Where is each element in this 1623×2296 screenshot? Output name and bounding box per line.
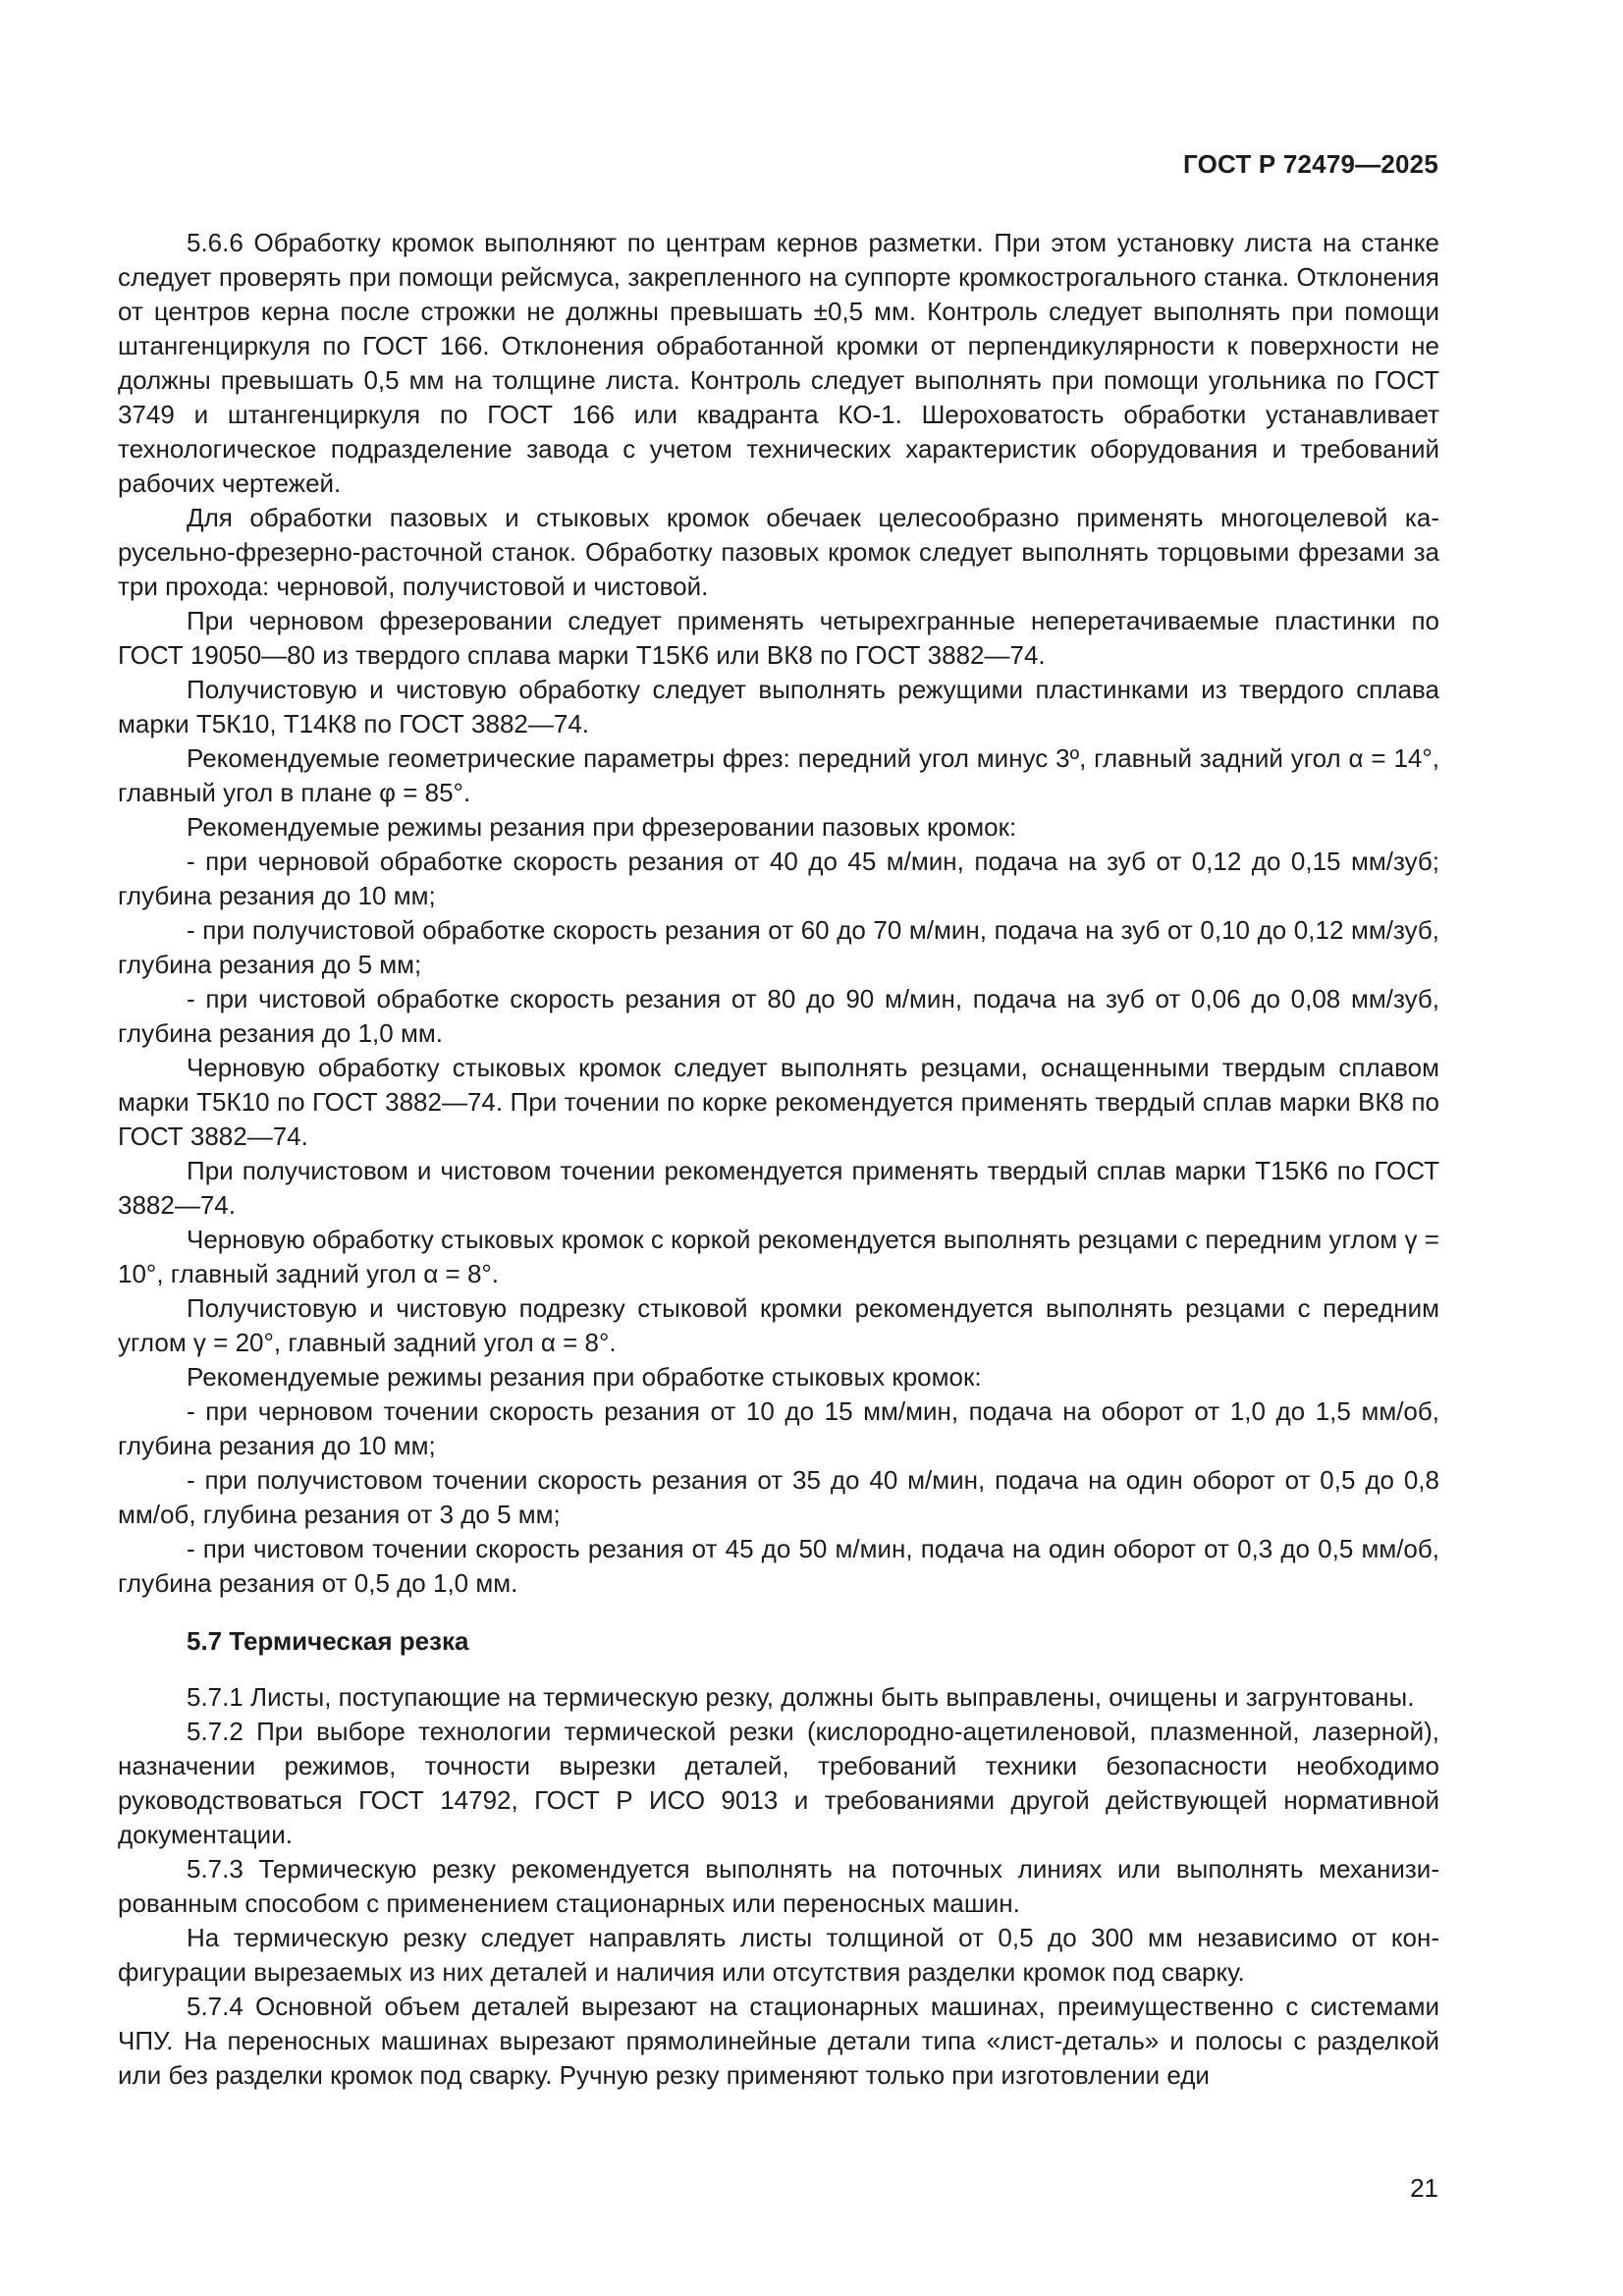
list-item: - при получистовом точении скорость резания от 35 до 40 м/мин, подача на один оборот от 0,5 до 0,8 мм/об, глубина резания от 3 до 5 мм; <box>118 1465 1439 1529</box>
paragraph: Рекомендуемые режимы резания при обработке стыковых кромок: <box>187 1362 982 1392</box>
list-item: - при получистовой обработке скорость резания от 60 до 70 м/мин, подача на зуб от 0,10 до 0,12 мм/зуб, глубина резания до 5 мм; <box>118 915 1439 979</box>
list-item: - при чистовом точении скорость резания от 45 до 50 м/мин, подача на один оборот от 0,3 до 0,5 мм/об, глубина резания от 0,5 до 1,0 мм. <box>118 1534 1439 1598</box>
paragraph: Для обработки пазовых и стыковых кромок обечаек целесообразно применять многоцелевой карусельно-фрезерно-расточной станок. Обработку пазовых кромок следует выполнять торцовыми фрезами за три прохода: черновой, получистовой и чистовой. <box>118 503 1439 601</box>
paragraph: Черновую обработку стыковых кромок с коркой рекомендуется выполнять резцами с передним углом γ = 10°, главный задний угол α = 8°. <box>118 1225 1439 1288</box>
paragraph: Получистовую и чистовую обработку следует выполнять режущими пластинками из твердого сплава марки Т5К10, Т14К8 по ГОСТ 3882—74. <box>118 675 1439 738</box>
page-body <box>118 226 1439 2093</box>
paragraph: При черновом фрезеровании следует применять четырехгранные неперетачиваемые пластинки по ГОСТ 19050—80 из твердого сплава марки Т15К6 или ВК8 по ГОСТ 3882—74. <box>118 606 1439 670</box>
list-item: - при черновой обработке скорость резания от 40 до 45 м/мин, подача на зуб от 0,12 до 0,15 мм/зуб; глубина резания до 10 мм; <box>118 847 1439 910</box>
paragraph-5-7-4: 5.7.4 Основной объем деталей вырезают на стационарных машинах, преимущественно с системами ЧПУ. На переносных машинах вырезают прямолинейные детали типа «лист-деталь» и полосы с разделкой или без разделки кромок под сварку. Ручную резку применяют только при изготовлении еди <box>118 1992 1439 2090</box>
paragraph: На термическую резку следует направлять листы толщиной от 0,5 до 300 мм независимо от конфигурации вырезаемых из них деталей и наличия или отсутствия разделки кромок под сварку. <box>118 1923 1439 1987</box>
paragraph: При получистовом и чистовом точении рекомендуется применять твердый сплав марки Т15К6 по ГОСТ 3882—74. <box>118 1156 1439 1220</box>
list-item: - при черновом точении скорость резания от 10 до 15 мм/мин, подача на оборот от 1,0 до 1,5 мм/об, глубина резания до 10 мм; <box>118 1396 1439 1460</box>
list-item: - при чистовой обработке скорость резания от 80 до 90 м/мин, подача на зуб от 0,06 до 0,08 мм/зуб, глубина резания до 1,0 мм. <box>118 984 1439 1048</box>
section-heading-5-7: 5.7 Термическая резка <box>187 1626 469 1656</box>
paragraph-5-7-3: 5.7.3 Термическую резку рекомендуется выполнять на поточных линиях или выполнять механизированным способом с применением стационарных или переносных машин. <box>118 1854 1439 1918</box>
paragraph: Получистовую и чистовую подрезку стыковой кромки рекомендуется выполнять резцами с передним углом γ = 20°, главный задний угол α = 8°. <box>118 1293 1439 1357</box>
paragraph-5-7-2: 5.7.2 При выборе технологии термической резки (кислородно-ацетиленовой, плазменной, лазерной), назначении режимов, точности вырезки деталей, требований техники безопасности необходимо руководствоваться ГОСТ 14792, ГОСТ Р ИСО 9013 и требованиями другой действующей нормативной документации. <box>118 1717 1439 1849</box>
page-number: 21 <box>1410 2173 1438 2203</box>
paragraph-5-6-6: 5.6.6 Обработку кромок выполняют по центрам кернов разметки. При этом установку листа на станке следует проверять при помощи рейсмуса, закрепленного на суппорте кромкострогального станка. Отклонения от центров керна после строжки не должны превышать ±0,5 мм. Контроль следует выполнять при помощи штангенциркуля по ГОСТ 166. Отклонения обработанной кромки от перпендикулярности к поверхности не должны превышать 0,5 мм на толщине листа. Контроль следует выполнять при помощи угольника по ГОСТ 3749 и штангенциркуля по ГОСТ 166 или квадранта КО-1. Шероховатость обработки устанавливает технологическое подразделение завода с учетом технических характеристик оборудования и требований рабочих чертежей. <box>118 228 1439 498</box>
paragraph: Рекомендуемые режимы резания при фрезеровании пазовых кромок: <box>187 812 1017 842</box>
paragraph-5-7-1: 5.7.1 Листы, поступающие на термическую резку, должны быть выправлены, очищены и загрунтованы. <box>187 1682 1415 1712</box>
paragraph: Черновую обработку стыковых кромок следует выполнять резцами, оснащенными твердым сплавом марки Т5К10 по ГОСТ 3882—74. При точении по корке рекомендуется применять твердый сплав марки ВК8 по ГОСТ 3882—74. <box>118 1053 1439 1151</box>
document-designation: ГОСТ Р 72479—2025 <box>1183 149 1438 179</box>
paragraph: Рекомендуемые геометрические параметры фрез: передний угол минус 3º, главный задний угол α = 14°, главный угол в плане φ = 85°. <box>118 743 1439 807</box>
